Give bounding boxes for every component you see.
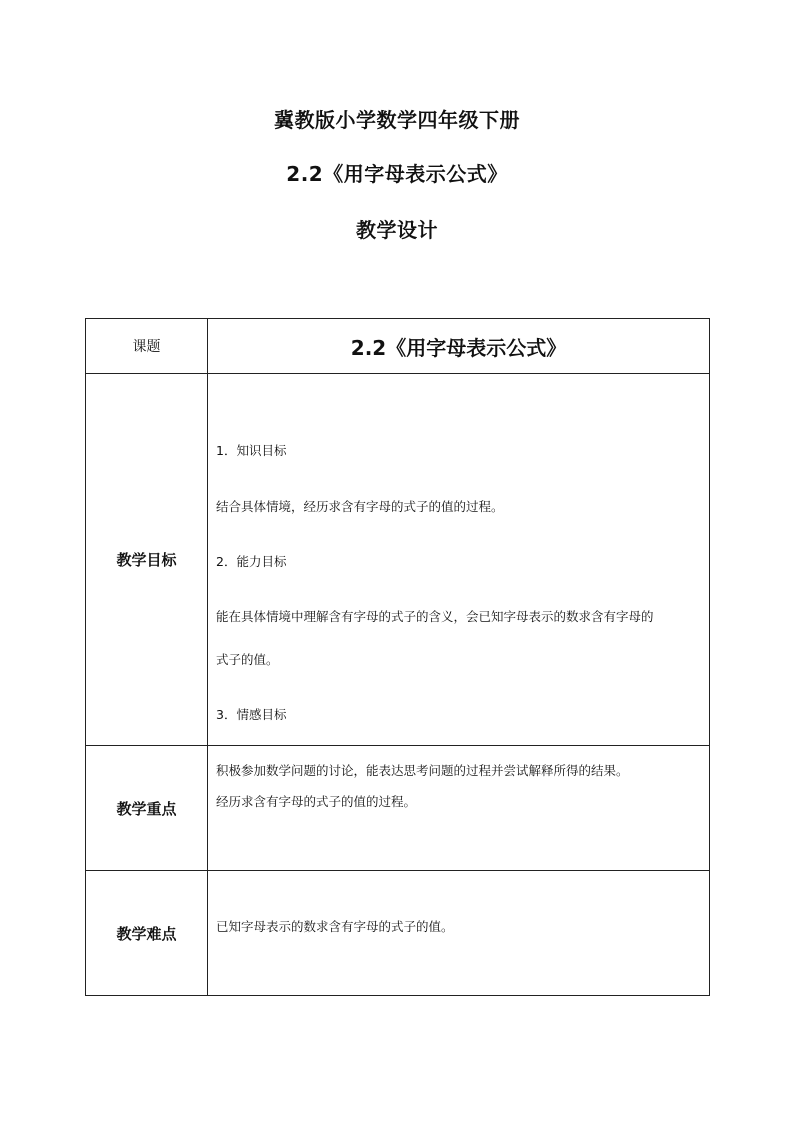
key-points-label-cell [86,746,208,871]
objective-emotion-heading: 3．情感目标 [216,707,287,722]
difficult-points-label-cell [86,871,208,996]
title-label-cell [86,319,208,374]
objective-ability-heading: 2．能力目标 [216,554,287,569]
objective-ability-text-1: 能在具体情境中理解含有字母的式子的含义，会已知字母表示的数求含有字母的 [216,609,654,624]
lesson-plan-table [85,318,710,996]
table-row-key-points [86,746,710,871]
objectives-label: 教学目标 [116,551,177,569]
difficult-points-label: 教学难点 [116,924,177,943]
document-title: 冀教版小学数学四年级下册 [274,108,520,132]
objective-knowledge-heading: 1．知识目标 [216,443,287,458]
key-points-text: 经历求含有字母的式子的值的过程。 [216,794,417,809]
table-row-objectives [86,374,710,746]
key-points-content-cell [208,746,710,871]
objectives-content-cell [208,374,710,778]
title-value: 2.2《用字母表示公式》 [350,335,567,360]
difficult-points-text: 已知字母表示的数求含有字母的式子的值。 [216,919,454,934]
objective-ability-text-2: 式子的值。 [216,652,279,667]
document-subtitle: 教学设计 [356,218,438,242]
table-row-title [86,319,710,374]
title-label: 课题 [132,339,161,355]
lesson-title: 2.2《用字母表示公式》 [286,162,508,186]
objectives-label-cell [86,374,208,746]
difficult-points-content-cell [208,871,710,996]
title-value-cell [208,319,710,374]
objective-emotion-text: 积极参加数学问题的讨论，能表达思考问题的过程并尝试解释所得的结果。 [216,763,629,778]
objective-knowledge-text: 结合具体情境，经历求含有字母的式子的值的过程。 [216,499,504,514]
table-row-difficult-points [86,871,710,996]
key-points-label: 教学重点 [116,799,177,818]
